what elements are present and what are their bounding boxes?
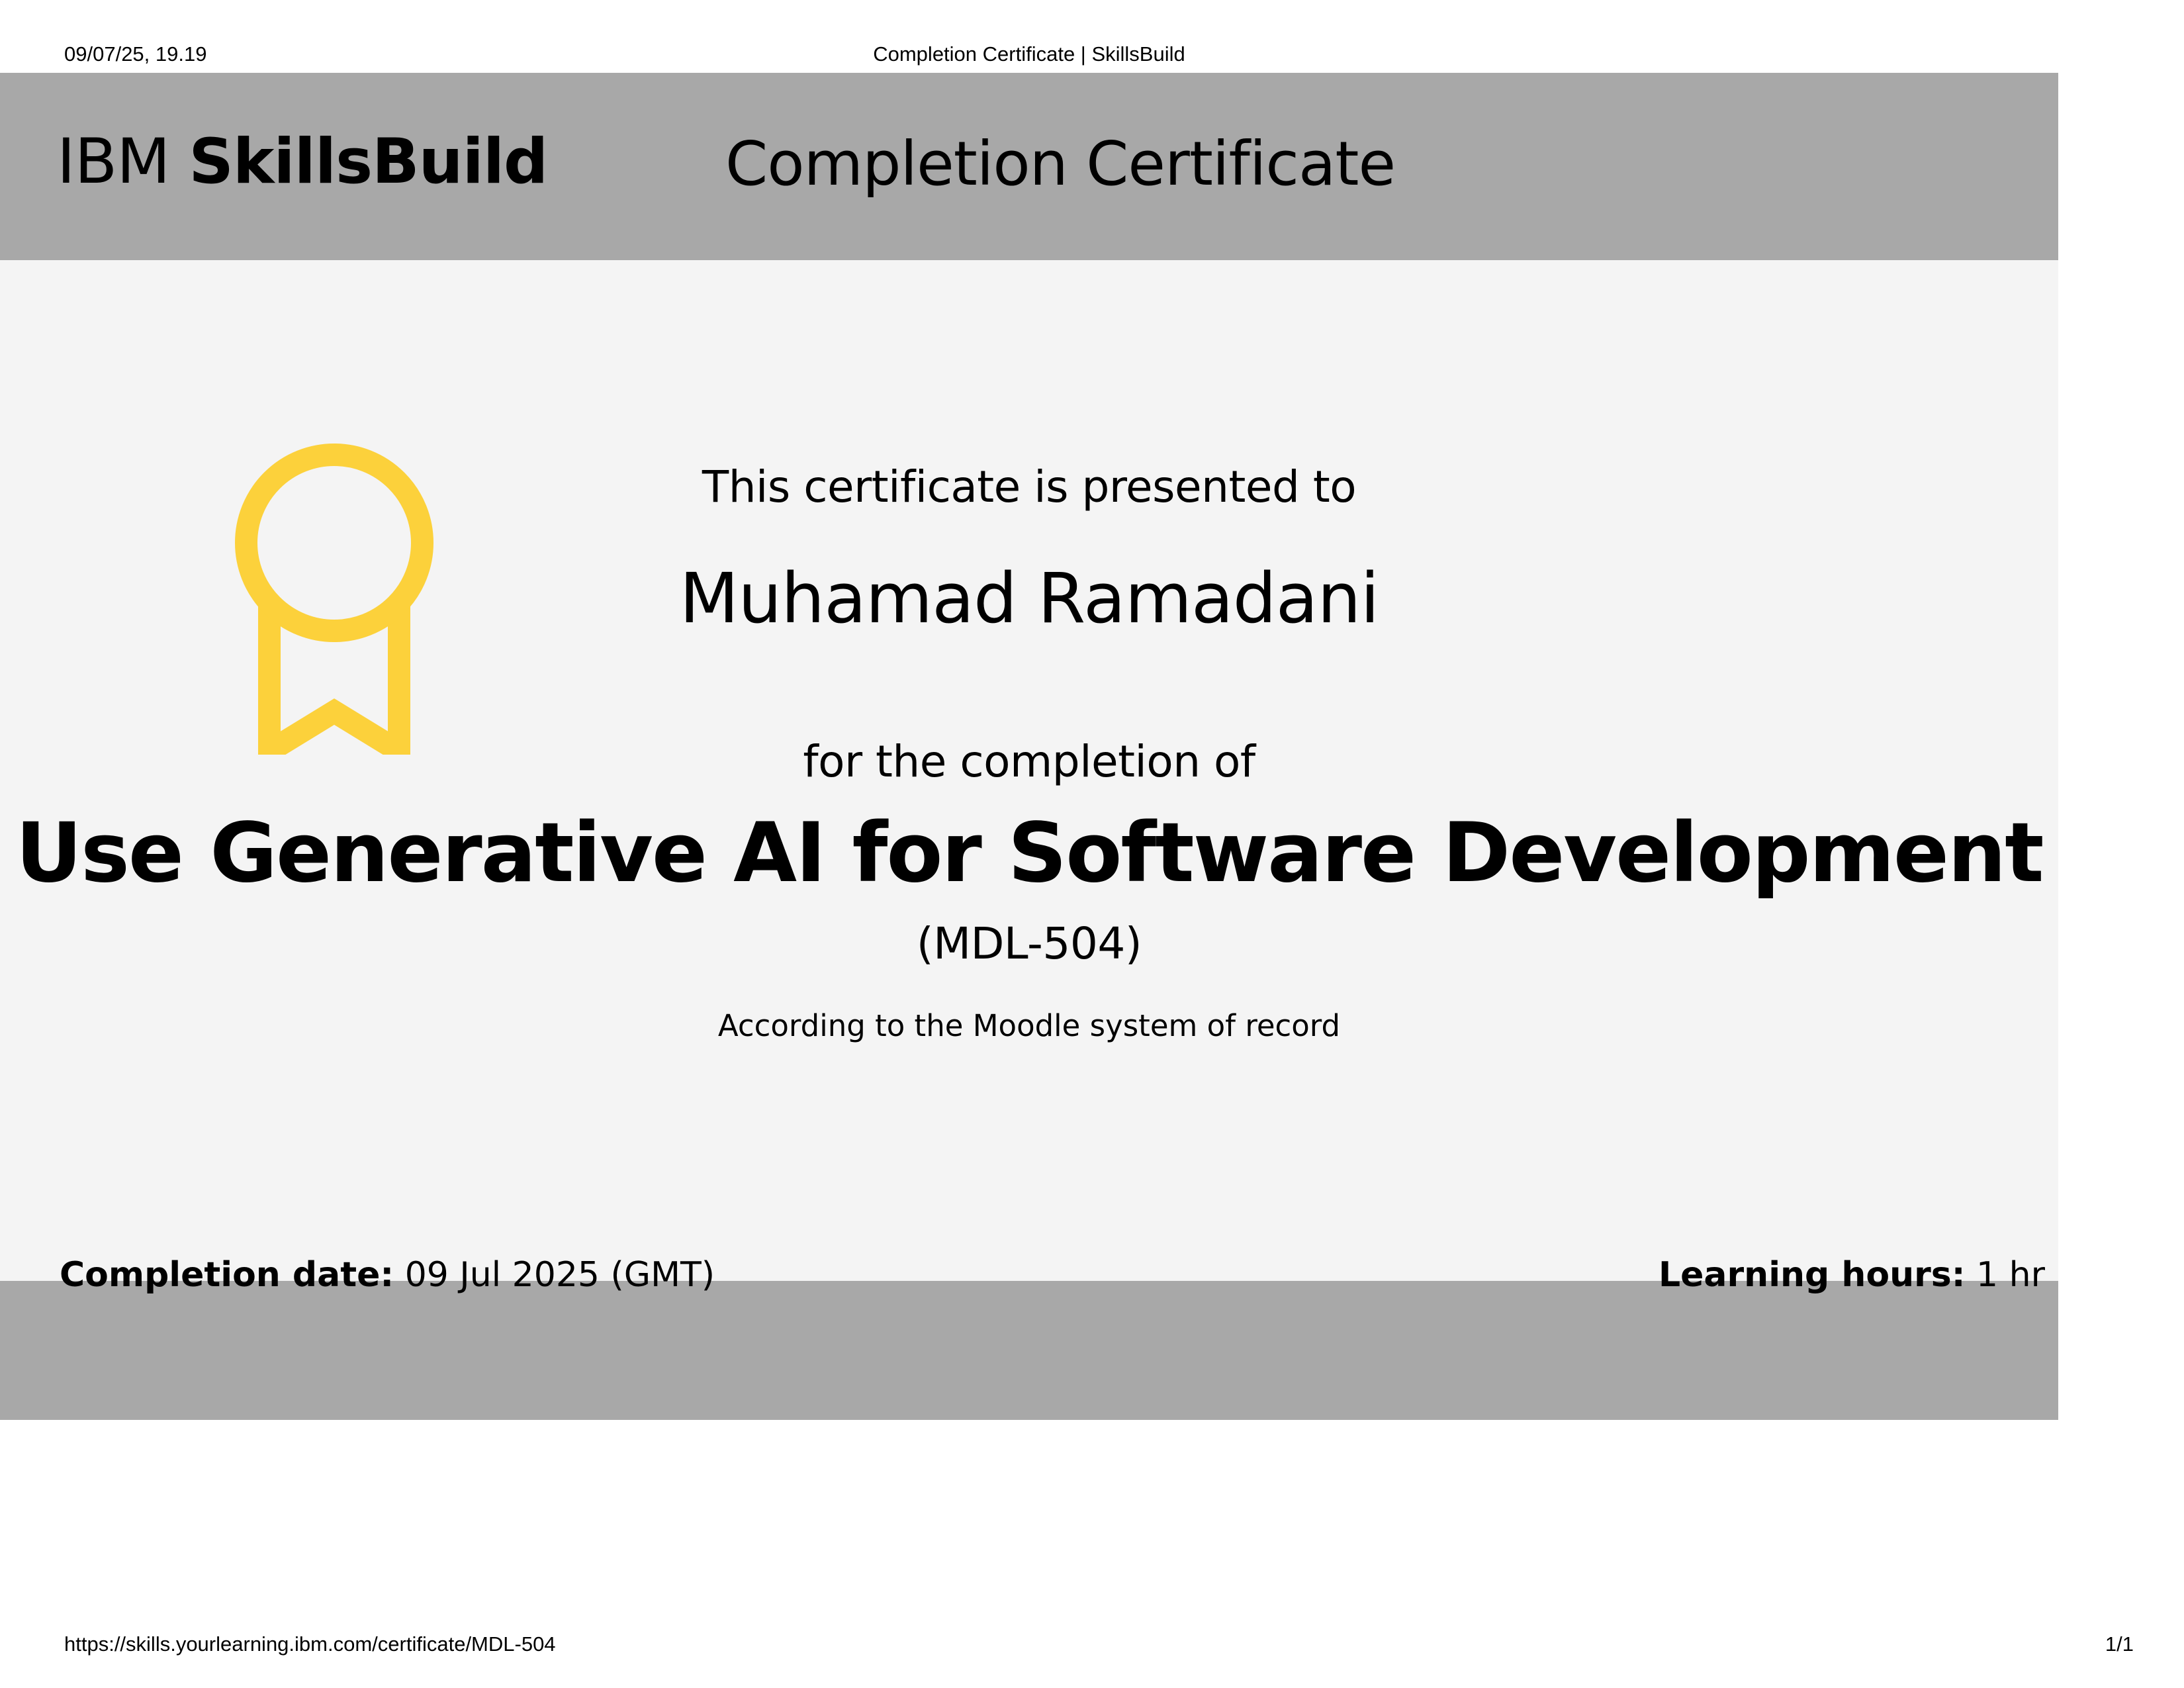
print-url: https://skills.yourlearning.ibm.com/certificate/MDL-504	[64, 1632, 556, 1656]
learning-hours-label: Learning hours:	[1659, 1255, 1966, 1295]
recipient-name: Muhamad Ramadani	[679, 558, 1379, 639]
course-title: Use Generative AI for Software Development	[15, 806, 2043, 901]
certificate-header	[0, 73, 2058, 260]
course-code: (MDL-504)	[916, 918, 1142, 969]
brand-name: SkillsBuild	[189, 126, 548, 198]
certificate	[0, 73, 2058, 1347]
learning-hours	[1659, 1255, 2045, 1295]
learning-hours-value: 1 hr	[1976, 1255, 2045, 1295]
print-page-title: Completion Certificate | SkillsBuild	[873, 42, 1185, 66]
record-note: According to the Moodle system of record	[717, 1008, 1341, 1043]
print-page-number: 1/1	[2105, 1632, 2134, 1656]
completion-date-value: 09 Jul 2025 (GMT)	[404, 1255, 715, 1295]
completion-label: for the completion of	[803, 736, 1255, 787]
presented-to-label: This certificate is presented to	[702, 461, 1357, 512]
brand-prefix: IBM	[57, 126, 170, 198]
print-datetime: 09/07/25, 19.19	[64, 42, 207, 66]
completion-date	[60, 1255, 715, 1295]
brand-logo	[57, 126, 548, 198]
certificate-footer	[0, 1281, 2058, 1420]
completion-date-label: Completion date:	[60, 1255, 394, 1295]
certificate-title: Completion Certificate	[725, 128, 1396, 199]
